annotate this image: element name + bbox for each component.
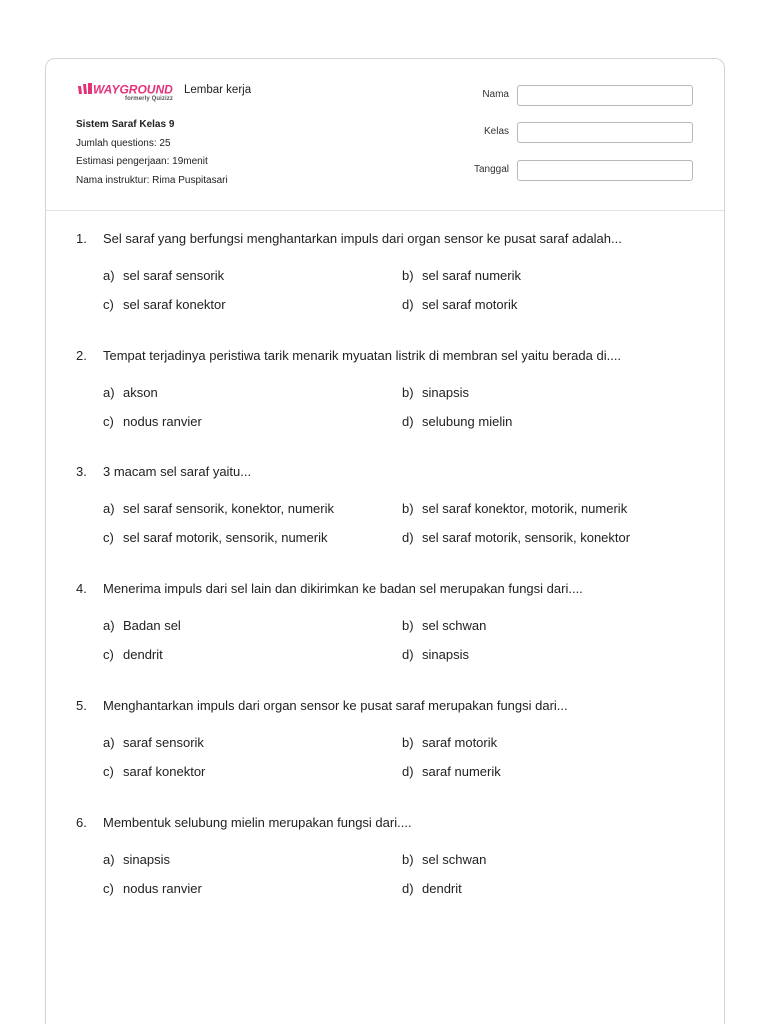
question-number: 1. — [76, 231, 87, 246]
worksheet-title: Sistem Saraf Kelas 9 — [76, 119, 175, 130]
question-text: Tempat terjadinya peristiwa tarik menarik myuatan listrik di membran sel yaitu berada di.... — [103, 348, 622, 363]
option-text: saraf motorik — [422, 735, 498, 750]
question-number: 5. — [76, 698, 87, 713]
option-letter: a) — [103, 852, 115, 867]
class-label: Kelas — [483, 126, 509, 137]
option-c[interactable] — [103, 881, 202, 896]
option-text: sel saraf motorik, sensorik, konektor — [422, 530, 631, 545]
option-a[interactable] — [103, 618, 181, 633]
option-text: sel saraf konektor, motorik, numerik — [422, 501, 628, 516]
question-text: 3 macam sel saraf yaitu... — [103, 464, 252, 479]
option-letter: c) — [103, 297, 114, 312]
option-text: Badan sel — [123, 618, 181, 633]
option-text: sel saraf sensorik — [123, 268, 225, 283]
time-estimate: Estimasi pengerjaan: 19menit — [76, 156, 208, 167]
option-d[interactable] — [402, 647, 469, 662]
option-d[interactable] — [402, 764, 501, 779]
option-text: dendrit — [123, 647, 163, 662]
option-letter: d) — [402, 764, 414, 779]
option-letter: d) — [402, 414, 414, 429]
option-text: saraf sensorik — [123, 735, 204, 750]
brand-subtitle: formerly Quizizz — [125, 96, 173, 102]
option-letter: a) — [103, 268, 115, 283]
question-count: Jumlah questions: 25 — [76, 137, 171, 149]
option-letter: a) — [103, 618, 115, 633]
option-letter: a) — [103, 501, 115, 516]
option-letter: b) — [402, 618, 414, 633]
option-text: sel schwan — [422, 852, 487, 867]
option-text: dendrit — [422, 881, 462, 896]
option-text: sel saraf konektor — [123, 297, 226, 312]
date-label: Tanggal — [473, 164, 509, 175]
brand-name: WAYGROUND — [93, 82, 173, 97]
option-c[interactable] — [103, 414, 202, 429]
option-text: sel schwan — [422, 618, 487, 633]
option-b[interactable] — [402, 268, 521, 283]
option-b[interactable] — [402, 501, 627, 516]
option-text: sel saraf motorik, sensorik, numerik — [123, 530, 328, 545]
option-text: selubung mielin — [422, 414, 513, 429]
option-b[interactable] — [402, 735, 497, 750]
option-letter: c) — [103, 530, 114, 545]
option-d[interactable] — [402, 297, 517, 312]
option-letter: a) — [103, 385, 115, 400]
option-letter: b) — [402, 501, 414, 516]
option-letter: d) — [402, 647, 414, 662]
option-text: sel saraf sensorik, konektor, numerik — [123, 501, 334, 516]
option-text: sinapsis — [123, 852, 170, 867]
name-field[interactable] — [517, 85, 693, 106]
option-letter: c) — [103, 764, 114, 779]
option-c[interactable] — [103, 297, 226, 312]
option-b[interactable] — [402, 385, 469, 400]
option-a[interactable] — [103, 501, 334, 516]
question-text: Membentuk selubung mielin merupakan fungsi dari.... — [103, 815, 412, 830]
question-number: 4. — [76, 581, 87, 596]
option-a[interactable] — [103, 735, 204, 750]
option-d[interactable] — [402, 414, 512, 429]
option-letter: c) — [103, 414, 114, 429]
question-number: 6. — [76, 815, 87, 830]
name-label: Nama — [482, 89, 509, 100]
option-letter: d) — [402, 881, 414, 896]
option-c[interactable] — [103, 530, 327, 545]
question-number: 2. — [76, 348, 87, 363]
option-text: saraf konektor — [123, 764, 206, 779]
option-b[interactable] — [402, 852, 486, 867]
date-field[interactable] — [517, 160, 693, 181]
worksheet-header — [46, 59, 724, 211]
option-text: nodus ranvier — [123, 414, 202, 429]
option-letter: b) — [402, 385, 414, 400]
question-text: Sel saraf yang berfungsi menghantarkan impuls dari organ sensor ke pusat saraf adalah... — [103, 231, 622, 246]
option-c[interactable] — [103, 647, 163, 662]
option-letter: b) — [402, 852, 414, 867]
option-text: saraf numerik — [422, 764, 501, 779]
question-text: Menghantarkan impuls dari organ sensor ke pusat saraf merupakan fungsi dari... — [103, 698, 568, 713]
option-letter: a) — [103, 735, 115, 750]
worksheet-meta — [76, 116, 228, 190]
option-letter: b) — [402, 268, 414, 283]
option-a[interactable] — [103, 268, 224, 283]
option-letter: d) — [402, 297, 414, 312]
option-text: sel saraf numerik — [422, 268, 521, 283]
option-a[interactable] — [103, 852, 170, 867]
option-d[interactable] — [402, 530, 630, 545]
option-c[interactable] — [103, 764, 205, 779]
option-text: sinapsis — [422, 647, 469, 662]
option-text: sel saraf motorik — [422, 297, 518, 312]
option-d[interactable] — [402, 881, 462, 896]
worksheet-page — [45, 58, 725, 1024]
option-text: nodus ranvier — [123, 881, 202, 896]
option-b[interactable] — [402, 618, 486, 633]
class-field[interactable] — [517, 122, 693, 143]
option-letter: d) — [402, 530, 414, 545]
option-letter: c) — [103, 647, 114, 662]
option-text: akson — [123, 385, 158, 400]
question-number: 3. — [76, 464, 87, 479]
sheet-type-label: Lembar kerja — [184, 84, 252, 96]
option-a[interactable] — [103, 385, 158, 400]
option-letter: b) — [402, 735, 414, 750]
option-text: sinapsis — [422, 385, 469, 400]
wayground-logo — [76, 81, 181, 111]
question-text: Menerima impuls dari sel lain dan dikirimkan ke badan sel merupakan fungsi dari.... — [103, 581, 583, 596]
instructor-name: Nama instruktur: Rima Puspitasari — [76, 174, 228, 186]
option-letter: c) — [103, 881, 114, 896]
